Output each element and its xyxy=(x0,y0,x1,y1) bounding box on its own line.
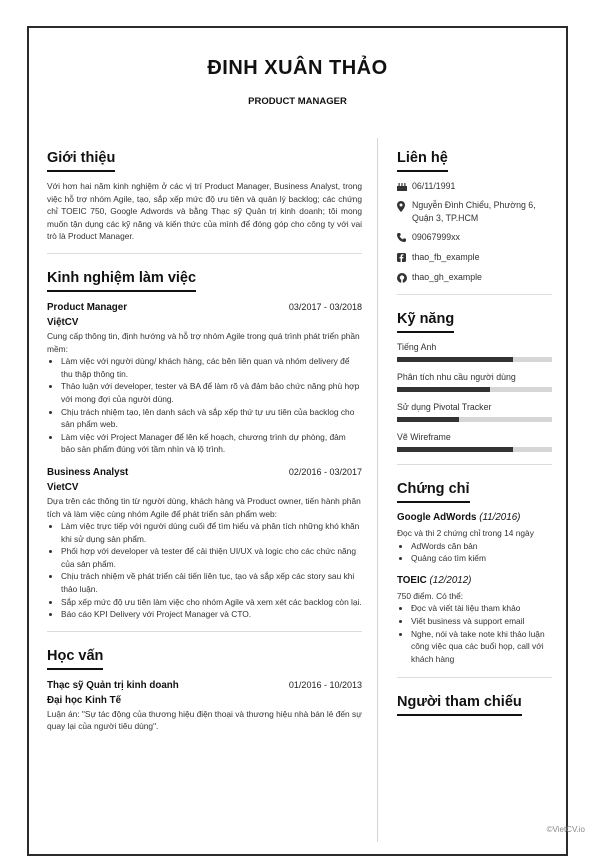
skill-bar-fill xyxy=(397,387,490,392)
job-bullets xyxy=(47,520,362,621)
job-dates: 03/2017 - 03/2018 xyxy=(288,301,362,312)
skill-item xyxy=(397,341,552,362)
experience-title: Kinh nghiệm làm việc xyxy=(47,268,196,292)
certificate-name: TOEIC xyxy=(397,574,427,586)
skill-name: Sử dụng Pivotal Tracker xyxy=(397,402,492,412)
facebook-value[interactable]: thao_fb_example xyxy=(412,252,480,262)
education-dates: 01/2016 - 10/2013 xyxy=(288,679,362,690)
skill-name: Tiếng Anh xyxy=(397,342,437,352)
skill-item xyxy=(397,431,552,452)
education-item xyxy=(47,679,362,733)
phone-value: 09067999xx xyxy=(412,232,460,242)
contact-title: Liên hệ xyxy=(397,148,448,172)
job-header xyxy=(47,466,362,479)
education-section xyxy=(47,646,362,733)
skills-title: Kỹ năng xyxy=(397,309,454,333)
certificate-bullet: • Viết business và support email xyxy=(411,615,552,628)
references-section xyxy=(397,692,552,716)
job-bullet: • Làm việc trực tiếp với người dùng cuối để tìm hiểu và phân tích những khó khăn khi sử dụng sản phẩm. xyxy=(61,520,362,545)
skill-name: Phân tích nhu cầu người dùng xyxy=(397,372,516,382)
job-bullet: • Thảo luận với developer, tester và BA để làm rõ và đảm bảo chức năng phù hợp với mong đợi của người dùng. xyxy=(61,380,362,405)
birthday-value: 06/11/1991 xyxy=(412,181,456,191)
job-bullet: • Làm việc với người dùng/ khách hàng, các bên liên quan và nhóm delivery để thu thập thông tin. xyxy=(61,355,362,380)
certificate-item xyxy=(397,511,552,565)
references-title: Người tham chiếu xyxy=(397,692,522,716)
certificates-title: Chứng chỉ xyxy=(397,479,470,503)
experience-section xyxy=(47,268,362,621)
facebook-icon xyxy=(397,251,412,262)
certificate-header xyxy=(397,511,552,524)
education-degree: Thạc sỹ Quản trị kinh doanh xyxy=(47,679,179,691)
job-dates: 02/2016 - 03/2017 xyxy=(288,466,362,477)
certificate-desc: Đọc và thi 2 chứng chỉ trong 14 ngày xyxy=(397,528,534,538)
skill-bar-fill xyxy=(397,357,513,362)
job-bullet: • Phối hợp với developer và tester để cải thiện UI/UX và logic cho các chức năng của sản phẩm. xyxy=(61,545,362,570)
certificates-section xyxy=(397,479,552,665)
certificate-header xyxy=(397,574,552,587)
education-header xyxy=(47,679,362,692)
watermark: ©VietCV.io xyxy=(546,825,585,834)
section-divider xyxy=(47,631,362,632)
certificate-desc: 750 điểm. Có thể: xyxy=(397,590,464,601)
left-column xyxy=(47,148,362,733)
job-item xyxy=(47,301,362,456)
skill-item xyxy=(397,401,552,422)
contact-github[interactable] xyxy=(397,271,552,284)
job-bullet: • Báo cáo KPI Delivery với Project Manager và CTO. xyxy=(61,608,362,621)
candidate-role: PRODUCT MANAGER xyxy=(248,96,347,107)
job-company: ViệtCV xyxy=(47,316,79,328)
cake-icon xyxy=(397,180,412,191)
contact-address xyxy=(397,199,552,225)
section-divider xyxy=(397,464,552,465)
certificate-bullet: • AdWords căn bản xyxy=(411,540,552,553)
certificate-bullet: • Đọc và viết tài liệu tham khảo xyxy=(411,602,552,615)
certificate-year: (11/2016) xyxy=(479,512,521,523)
job-position: Product Manager xyxy=(47,301,128,313)
contact-phone xyxy=(397,231,552,244)
job-position: Business Analyst xyxy=(47,466,129,478)
job-header xyxy=(47,301,362,314)
job-summary: Cung cấp thông tin, định hướng và hỗ trợ nhóm Agile trong quá trình phát triển phần mềm: xyxy=(47,330,360,354)
certificate-bullet: • Nghe, nói và take note khi thảo luận công việc qua các buổi họp, call với khách hàng xyxy=(411,628,552,666)
job-bullet: • Chịu trách nhiệm về phát triển cải tiến liên tục, tạo và sắp xếp các story sau khi thảo luận. xyxy=(61,570,362,595)
intro-text: Với hơn hai năm kinh nghiệm ở các vị trí Product Manager, Business Analyst, trong việc hỗ trợ nhóm Agile, tạo, sắp xếp mức độ ưu tiên và quản lý backlog; các chứng chỉ TOEIC 750, Google Adwords và bằng Thạc sỹ Quản trị kinh doanh; tôi mong muốn tận dụng các kỹ năng và kiến thức của mình để đóng góp cho công ty với vai trò là Product Manager. xyxy=(47,181,362,242)
section-divider xyxy=(397,294,552,295)
job-bullet: • Sắp xếp mức độ ưu tiên làm việc cho nhóm Agile và xem xét các backlog còn lại. xyxy=(61,596,362,609)
certificate-year: (12/2012) xyxy=(429,574,472,586)
skills-section xyxy=(397,309,552,452)
skill-bar-fill xyxy=(397,417,459,422)
column-divider xyxy=(377,138,378,842)
contact-birthday xyxy=(397,180,552,193)
skill-bar xyxy=(397,447,552,452)
skill-bar xyxy=(397,387,552,392)
contact-section xyxy=(397,148,552,284)
skill-bar xyxy=(397,417,552,422)
certificate-name: Google AdWords xyxy=(397,512,477,523)
address-value: Nguyễn Đình Chiểu, Phường 6, Quận 3, TP.HCM xyxy=(412,200,536,223)
job-company: VietCV xyxy=(47,481,79,493)
intro-section xyxy=(47,148,362,243)
education-school: Đại học Kinh Tế xyxy=(47,694,122,706)
skill-name: Vẽ Wireframe xyxy=(397,432,451,442)
phone-icon xyxy=(397,231,412,242)
section-divider xyxy=(397,677,552,678)
section-divider xyxy=(47,253,362,254)
certificate-item xyxy=(397,574,552,666)
certificate-bullet: • Quảng cáo tìm kiếm xyxy=(411,552,552,565)
skill-bar xyxy=(397,357,552,362)
github-icon xyxy=(397,271,412,283)
right-column xyxy=(397,148,552,716)
job-summary: Dựa trên các thông tin từ người dùng, khách hàng và Product owner, tiến hành phân tích và làm việc cùng nhóm Agile để phát triển sản phẩm web: xyxy=(47,495,361,519)
certificate-bullets xyxy=(397,602,552,665)
contact-facebook[interactable] xyxy=(397,251,552,264)
map-marker-icon xyxy=(397,199,412,212)
intro-title: Giới thiệu xyxy=(47,148,115,172)
job-bullet: • Chịu trách nhiệm tạo, lên danh sách và sắp xếp thứ tự ưu tiên của backlog cho sản phẩm web. xyxy=(61,406,362,431)
education-title: Học vấn xyxy=(47,646,103,670)
skills-list xyxy=(397,341,552,452)
contact-list xyxy=(397,180,552,284)
job-bullet: • Làm việc với Project Manager để lên kế hoạch, chương trình dự phòng, đảm bảo sản phẩm đúng với tầm nhìn và lộ trình. xyxy=(61,431,362,456)
github-value[interactable]: thao_gh_example xyxy=(412,272,482,282)
job-bullets xyxy=(47,355,362,456)
education-thesis: Luận án: "Sự tác động của thương hiệu điện thoại và thương hiệu nhà bán lẻ đến sự quay lại của người tiêu dùng". xyxy=(47,708,362,732)
job-item xyxy=(47,466,362,621)
skill-item xyxy=(397,371,552,392)
candidate-name: ĐINH XUÂN THẢO xyxy=(207,57,388,79)
skill-bar-fill xyxy=(397,447,513,452)
certificate-bullets xyxy=(397,540,552,565)
